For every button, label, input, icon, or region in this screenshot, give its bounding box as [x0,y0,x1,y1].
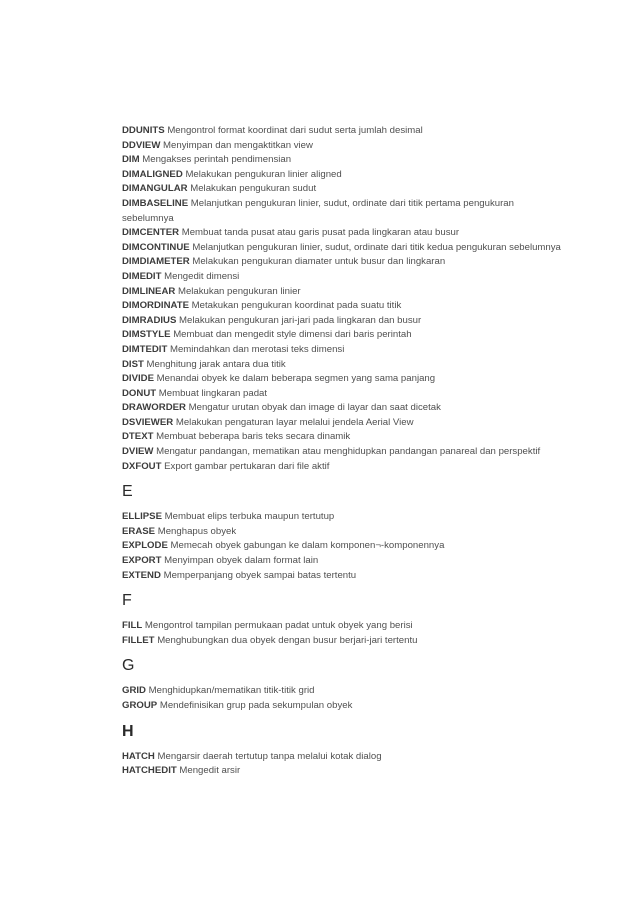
entry-term: DDVIEW [122,139,161,151]
section-e [122,483,562,583]
entry-desc: Melakukan pengukuran linier aligned [185,168,342,180]
entry-dimedit [122,270,562,285]
entry-term: DIMORDINATE [122,300,189,312]
entry-dimordinate [122,299,562,314]
entry-desc: Mengarsir daerah tertutup tanpa melalui kotak dialog [157,750,382,762]
section-d [122,124,562,474]
entry-desc: Mengakses perintah pendimensian [142,154,292,166]
entry-dist [122,358,562,373]
section-heading-h: H [122,722,134,740]
entry-desc: Melakukan pengaturan layar melalui jendela Aerial View [175,416,414,428]
entry-term: GROUP [122,700,158,711]
entry-desc: Menandai obyek ke dalam beberapa segmen yang sama panjang [156,373,436,385]
entry-fillet [122,634,562,649]
entry-dxfout [122,460,562,475]
entry-dimcontinue [122,241,562,256]
entry-desc: Melakukan pengukuran diamater untuk busur dan lingkaran [192,256,446,268]
entry-term: ERASE [122,525,156,537]
entry-dimcenter [122,226,562,241]
entry-dimtedit [122,343,562,358]
entry-desc: Export gambar pertukaran dari file aktif [164,460,330,472]
entry-desc: Melanjutkan pengukuran linier, sudut, ordinate dari titik kedua pengukuran sebelumnya [192,241,561,253]
entry-desc: Mengedit arsir [179,765,241,777]
entry-desc: Mengatur urutan obyak dan image di layar dan saat dicetak [188,402,441,414]
document-body [122,124,562,779]
entry-dimlinear [122,285,562,300]
section-f [122,592,562,648]
entry-ddview [122,139,562,154]
entry-term: DIMDIAMETER [122,256,190,268]
entry-desc: Membuat lingkaran padat [158,387,268,399]
entry-desc: Memecah obyek gabungan ke dalam komponen¬-komponennya [170,540,445,552]
entry-group [122,699,562,714]
entry-term: FILL [122,620,143,632]
entry-desc: Melakukan pengukuran jari-jari pada lingkaran dan busur [179,314,422,326]
entry-desc: Memperpanjang obyek sampai batas tertentu [163,569,357,581]
entry-desc: Melakukan pengukuran linier [177,285,301,297]
entry-desc: Mengontrol tampilan permukaan padat untuk obyek yang berisi [144,620,413,632]
entry-draworder [122,401,562,416]
entry-desc: Menyimpan obyek dalam format lain [164,555,319,567]
entry-term: DDUNITS [122,125,165,136]
section-g [122,657,562,713]
entry-dimaligned [122,168,562,183]
entry-export [122,554,562,569]
entry-term: DTEXT [122,431,154,443]
entry-desc: Mengontrol format koordinat dari sudut serta jumlah desimal [167,125,423,136]
entry-term: ELLIPSE [122,511,162,523]
entry-term: DIMCENTER [122,227,180,239]
entry-term: EXTEND [122,569,161,581]
entry-dim [122,153,562,168]
entry-term: DIMEDIT [122,270,162,282]
section-heading-f: F [122,592,132,610]
entry-desc: Menghapus obyek [157,525,237,537]
entry-term: DXFOUT [122,460,162,472]
entry-divide [122,372,562,387]
section-h [122,723,562,779]
entry-term: DIMANGULAR [122,183,188,195]
entry-term: HATCHEDIT [122,765,177,777]
entry-erase [122,525,562,540]
entry-term: DIMTEDIT [122,343,168,355]
entry-term: DVIEW [122,446,154,458]
entry-term: DIMSTYLE [122,329,171,341]
entry-desc: Menghidupkan/mematikan titik-titik grid [148,685,315,697]
entry-ellipse [122,510,562,525]
entry-dsviewer [122,416,562,431]
entry-desc: Membuat dan mengedit style dimensi dari baris perintah [173,329,412,341]
entry-term: DIMBASELINE [122,197,189,209]
entry-dimdiameter [122,255,562,270]
entry-term: GRID [122,685,146,697]
entry-desc: Metakukan pengukuran koordinat pada suatu titik [191,300,402,312]
entry-donut [122,387,562,402]
entry-term: EXPLODE [122,540,168,552]
entry-term: DRAWORDER [122,402,186,414]
entry-dview [122,445,562,460]
entry-ddunits [122,124,562,139]
entry-dtext [122,430,562,445]
entry-term: DIMLINEAR [122,285,176,297]
section-heading-g: G [122,657,135,675]
entry-term: DIVIDE [122,373,154,385]
entry-term: DIST [122,358,144,370]
entry-desc: Menghubungkan dua obyek dengan busur berjari-jari tertentu [157,634,418,646]
entry-term: DONUT [122,387,157,399]
entry-term: DIM [122,154,140,166]
entry-desc: Membuat beberapa baris teks secara dinamik [156,431,351,443]
entry-desc: Mendefinisikan grup pada sekumpulan obyek [159,700,353,711]
entry-term: HATCH [122,750,155,762]
entry-desc: Mengatur pandangan, mematikan atau menghidupkan pandangan panareal dan perspektif [156,446,541,458]
entry-dimbaseline [122,197,562,226]
entry-dimradius [122,314,562,329]
entry-grid [122,684,562,699]
entry-term: DIMALIGNED [122,168,183,180]
entry-dimangular [122,182,562,197]
entry-desc: Melakukan pengukuran sudut [190,183,317,195]
entry-term: EXPORT [122,555,162,567]
entry-term: DIMRADIUS [122,314,177,326]
entry-term: FILLET [122,634,155,646]
entry-desc: Membuat tanda pusat atau garis pusat pada lingkaran atau busur [181,227,460,239]
entry-desc: Memindahkan dan merotasi teks dimensi [169,343,345,355]
entry-explode [122,539,562,554]
entry-desc: Melanjutkan pengukuran linier, sudut, ordinate dari titik pertama pengukuran sebelumnya [122,197,514,224]
entry-desc: Mengedit dimensi [164,270,240,282]
entry-hatchedit [122,764,562,779]
entry-desc: Menghitung jarak antara dua titik [146,358,286,370]
entry-hatch [122,750,562,765]
entry-term: DIMCONTINUE [122,241,190,253]
entry-dimstyle [122,328,562,343]
section-heading-e: E [122,483,133,501]
entry-fill [122,619,562,634]
entry-extend [122,569,562,584]
entry-desc: Menyimpan dan mengaktitkan view [163,139,313,151]
entry-term: DSVIEWER [122,416,174,428]
entry-desc: Membuat elips terbuka maupun tertutup [164,511,335,523]
